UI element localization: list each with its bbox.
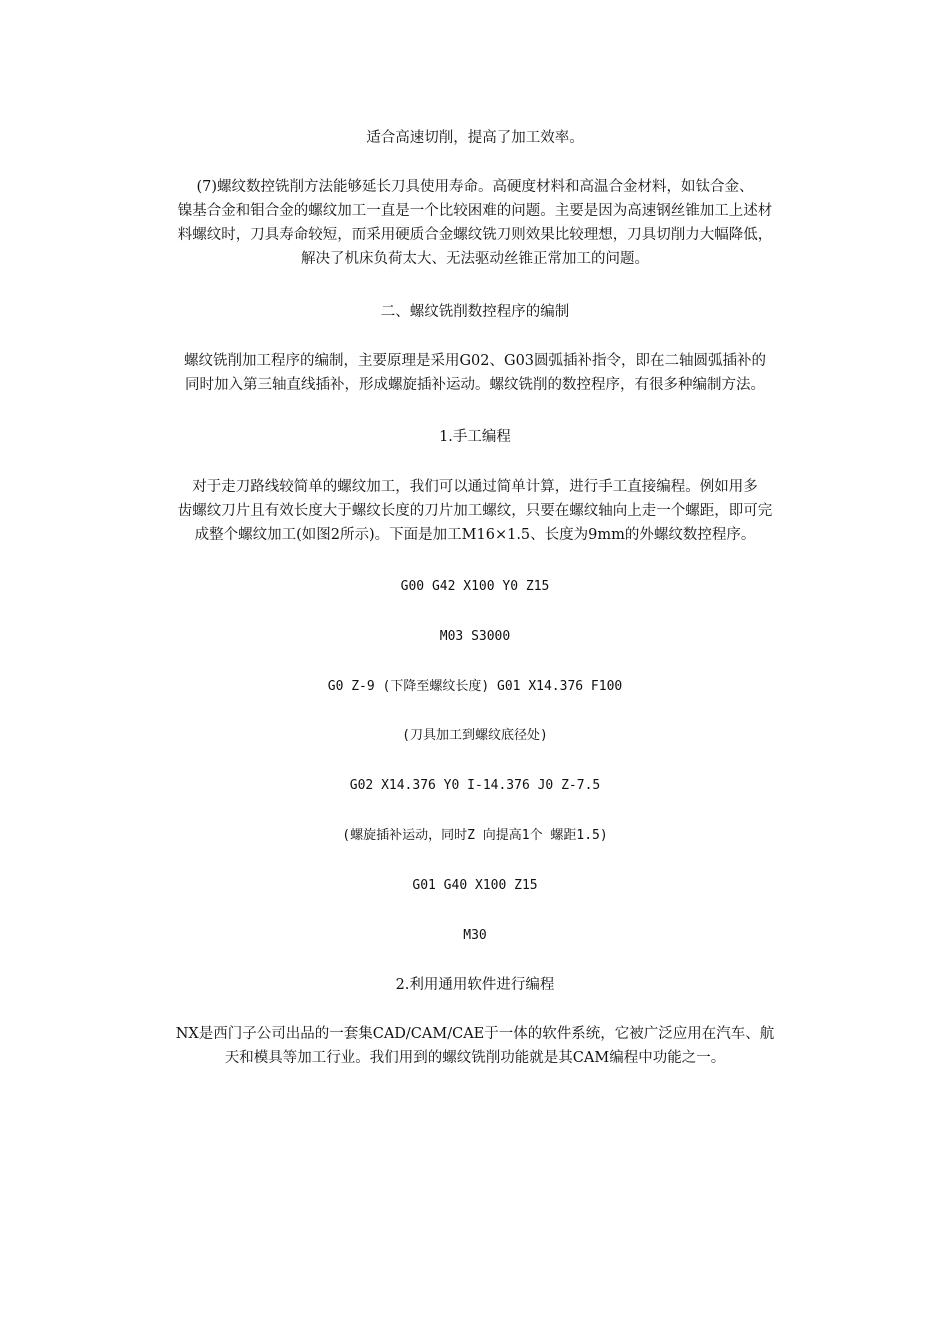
text-line: 天和模具等加工行业。我们用到的螺纹铣削功能就是其CAM编程中功能之一。	[224, 1050, 726, 1066]
subsection-heading	[140, 973, 810, 997]
text-line: 对于走刀路线较简单的螺纹加工，我们可以通过简单计算，进行手工直接编程。例如用多	[192, 479, 758, 495]
paragraph-principle	[140, 349, 810, 397]
text-line: 同时加入第三轴直线插补，形成螺旋插补运动。螺纹铣削的数控程序，有很多种编制方法。	[185, 377, 765, 393]
code-text: G02 X14.376 Y0 I-14.376 J0 Z-7.5	[349, 778, 601, 793]
text-line: 成整个螺纹加工(如图2所示)。下面是加工M16×1.5、长度为9mm的外螺纹数控程序。	[194, 527, 756, 543]
code-text: G0 Z-9 (下降至螺纹长度) G01 X14.376 F100	[327, 679, 623, 694]
heading-text: 2.利用通用软件进行编程	[395, 977, 555, 993]
heading-text: 1.手工编程	[439, 429, 511, 445]
heading-text: 二、螺纹铣削数控程序的编制	[380, 304, 570, 320]
text-line: 适合高速切削，提高了加工效率。	[366, 130, 584, 146]
code-line	[140, 575, 810, 599]
code-text: G00 G42 X100 Y0 Z15	[400, 579, 550, 594]
paragraph-efficiency	[140, 126, 810, 150]
code-text: M03 S3000	[439, 629, 511, 644]
paragraph-nx-software	[140, 1022, 810, 1070]
paragraph-tool-life	[140, 175, 810, 271]
section-heading	[140, 300, 810, 324]
code-line	[140, 675, 810, 699]
code-text: (螺旋插补运动，同时Z 向提高1个 螺距1.5)	[342, 828, 608, 843]
code-comment	[140, 724, 810, 748]
code-text: (刀具加工到螺纹底径处)	[402, 728, 548, 743]
code-comment	[140, 824, 810, 848]
text-line: 镍基合金和钼合金的螺纹加工一直是一个比较困难的问题。主要是因为高速钢丝锥加工上述材	[177, 203, 773, 219]
code-text: G01 G40 X100 Z15	[412, 878, 538, 893]
text-line: 齿螺纹刀片且有效长度大于螺纹长度的刀片加工螺纹，只要在螺纹轴向上走一个螺距，即可完	[177, 503, 773, 519]
text-line: 解决了机床负荷太大、无法驱动丝锥正常加工的问题。	[301, 251, 649, 267]
code-line	[140, 874, 810, 898]
text-line: 料螺纹时，刀具寿命较短，而采用硬质合金螺纹铣刀则效果比较理想，刀具切削力大幅降低，	[177, 227, 773, 243]
subsection-heading	[140, 425, 810, 449]
text-line: NX是西门子公司出品的一套集CAD/CAM/CAE于一体的软件系统，它被广泛应用在汽车、航	[175, 1026, 775, 1042]
paragraph-manual-programming	[140, 475, 810, 547]
code-line	[140, 625, 810, 649]
text-line: (7)螺纹数控铣削方法能够延长刀具使用寿命。高硬度材料和高温合金材料，如钛合金、	[196, 179, 754, 195]
code-line	[140, 924, 810, 948]
code-line	[140, 774, 810, 798]
text-line: 螺纹铣削加工程序的编制，主要原理是采用G02、G03圆弧插补指令，即在二轴圆弧插补的	[183, 353, 767, 369]
code-text: M30	[463, 928, 487, 943]
